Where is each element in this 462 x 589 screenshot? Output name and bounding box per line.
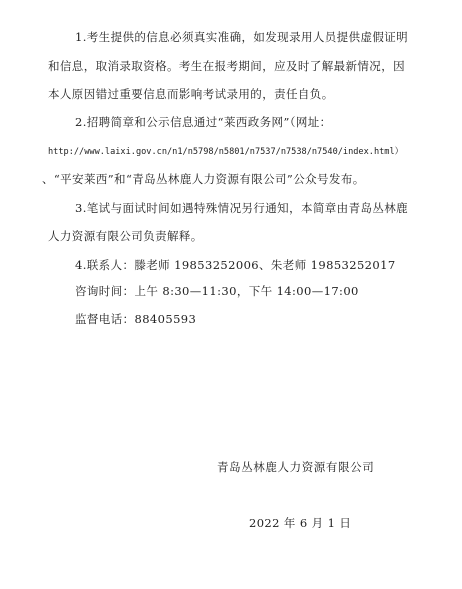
item3-line2: 人力资源有限公司负责解释。 (48, 229, 203, 243)
issue-date: 2022 年 6 月 1 日 (249, 516, 352, 530)
item2-url[interactable]: http://www.laixi.gov.cn/n1/n5798/n5801/n7537/n7538/n7540/index.html） (48, 147, 404, 157)
item3-line1: 3.笔试与面试时间如遇特殊情况另行通知，本简章由青岛丛林鹿 (75, 201, 409, 215)
item1-line2: 和信息，取消录取资格。考生在报考期间，应及时了解最新情况，因 (48, 59, 405, 73)
issuing-organization: 青岛丛林鹿人力资源有限公司 (217, 460, 375, 474)
supervision-phone-line: 监督电话：88405593 (75, 312, 197, 326)
item1-line1: 1.考生提供的信息必须真实准确，如发现录用人员提供虚假证明 (75, 30, 409, 44)
item2-line3: 、“平安莱西”和“青岛丛林鹿人力资源有限公司”公众号发布。 (42, 172, 365, 186)
item2-line1: 2.招聘简章和公示信息通过“莱西政务网”（网址： (75, 115, 332, 129)
consult-hours-line: 咨询时间：上午 8:30—11:30，下午 14:00—17:00 (75, 284, 359, 298)
item1-line3: 本人原因错过重要信息而影响考试录用的，责任自负。 (48, 87, 334, 101)
contact-line: 4.联系人：滕老师 19853252006、朱老师 19853252017 (75, 258, 396, 272)
